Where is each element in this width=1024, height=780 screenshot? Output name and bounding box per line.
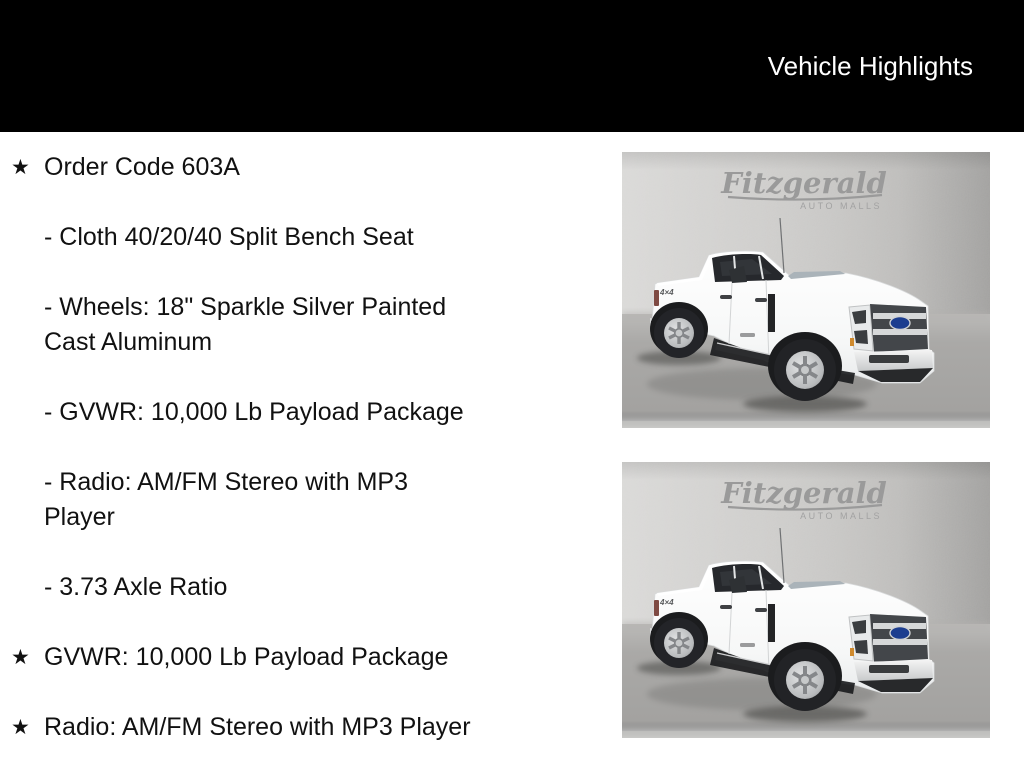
highlight-line: Radio: AM/FM Stereo with MP3 Player [44, 713, 471, 741]
page-title: Vehicle Highlights [767, 51, 973, 81]
highlight-line: - GVWR: 10,000 Lb Payload Package [44, 398, 464, 426]
highlight-subitem [0, 570, 600, 605]
star-bullet-icon: ★ [11, 156, 30, 179]
highlight-line: - 3.73 Axle Ratio [44, 573, 228, 601]
highlight-line: Order Code 603A [44, 153, 240, 181]
highlight-subitem [0, 290, 600, 360]
svg-text:4×4: 4×4 [660, 288, 674, 297]
highlight-subitem [0, 465, 600, 535]
star-bullet-icon: ★ [11, 646, 30, 669]
highlight-item [0, 150, 600, 185]
photos-column [622, 0, 990, 768]
truck-photo-illustration [622, 462, 990, 738]
vehicle-photo-2 [622, 462, 990, 738]
highlight-item [0, 640, 600, 675]
vehicle-photo-1 [622, 152, 990, 428]
highlight-line: Cast Aluminum [44, 328, 213, 356]
highlight-line: - Radio: AM/FM Stereo with MP3 [44, 468, 409, 496]
studio-truck-scene [622, 152, 990, 428]
truck-photo-illustration [622, 152, 990, 428]
highlight-item [0, 710, 600, 745]
highlight-line: - Wheels: 18" Sparkle Silver Painted [44, 293, 447, 321]
highlight-line: Player [44, 503, 115, 531]
watermark-tagline-text: AUTO MALLS [800, 201, 882, 211]
highlights-list [0, 150, 600, 780]
highlight-line: GVWR: 10,000 Lb Payload Package [44, 643, 449, 671]
highlight-subitem [0, 395, 600, 430]
highlight-subitem [0, 220, 600, 255]
highlight-line: - Cloth 40/20/40 Split Bench Seat [44, 223, 414, 251]
star-bullet-icon: ★ [11, 716, 30, 739]
watermark-brand-text: Fitzgerald [721, 166, 887, 200]
